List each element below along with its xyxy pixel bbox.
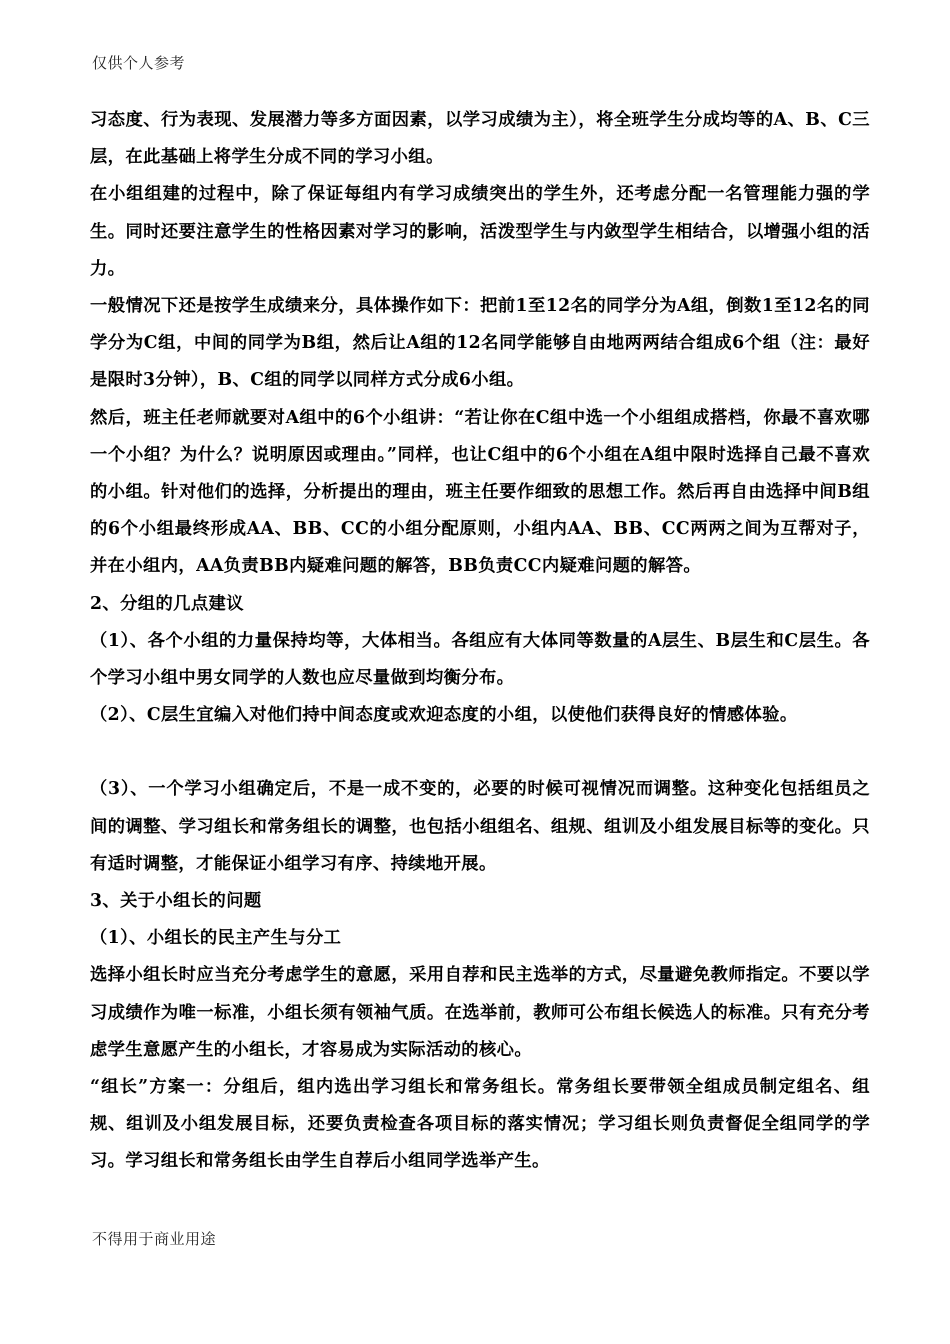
suggestion-item-2: （2）、C层生宜编入对他们持中间态度或欢迎态度的小组，以使他们获得良好的情感体验。 — [90, 705, 798, 726]
suggestion-item-1: （1）、各个小组的力量保持均等，大体相当。各组应有大体同等数量的A层生、B层生和C层生。各个学习小组中男女同学的人数也应尽量做到均衡分布。 — [90, 630, 870, 689]
paragraph-group-formation: 在小组组建的过程中，除了保证每组内有学习成绩突出的学生外，还考虑分配一名管理能力强的学生。同时还要注意学生的性格因素对学习的影响，活泼型学生与内敛型学生相结合，以增强小组的活力。 — [90, 184, 870, 279]
page-footer: 不得用于商业用途 — [92, 1230, 217, 1248]
paragraph-grouping-procedure: 一般情况下还是按学生成绩来分，具体操作如下：把前1至12名的同学分为A组，倒数1至12名的同学分为C组，中间的同学为B组，然后让A组的12名同学能够自由地两两结合组成6个组（注：最好是限时3分钟），B、C组的同学以同样方式分成6小组。 — [90, 296, 870, 391]
paragraph-leader-selection: 选择小组长时应当充分考虑学生的意愿，采用自荐和民主选举的方式，尽量避免教师指定。不要以学习成绩作为唯一标准，小组长须有领袖气质。在选举前，教师可公布组长候选人的标准。只有充分考虑学生意愿产生的小组长，才容易成为实际活动的核心。 — [90, 965, 870, 1060]
subsection-heading-leader-election: （1）、小组长的民主产生与分工 — [90, 928, 342, 949]
page-header: 仅供个人参考 — [92, 54, 186, 72]
paragraph-leader-plan-one: “组长”方案一：分组后，组内选出学习组长和常务组长。常务组长要带领全组成员制定组名、组规、组训及小组发展目标，还要负责检查各项目标的落实情况；学习组长则负责督促全组同学的学习。学习组长和常务组长由学生自荐后小组同学选举产生。 — [90, 1077, 870, 1172]
document-body — [90, 102, 870, 1181]
paragraph-grouping-layers: 习态度、行为表现、发展潜力等多方面因素，以学习成绩为主），将全班学生分成均等的A、B、C三层，在此基础上将学生分成不同的学习小组。 — [90, 110, 870, 168]
paragraph-teacher-guidance: 然后，班主任老师就要对A组中的6个小组讲：“若让你在C组中选一个小组组成搭档，你最不喜欢哪一个小组？为什么？说明原因或理由。”同样，也让C组中的6个小组在A组中限时选择自己最不喜欢的小组。针对他们的选择，分析提出的理由，班主任要作细致的思想工作。然后再自由选择中间B组的6个小组最终形成AA、BB、CC的小组分配原则，小组内AA、BB、CC两两之间为互帮对子，并在小组内，AA负责BB内疑难问题的解答，BB负责CC内疑难问题的解答。 — [90, 407, 870, 577]
section-heading-group-leader: 3、关于小组长的问题 — [90, 891, 262, 912]
section-heading-grouping-suggestions: 2、分组的几点建议 — [90, 593, 244, 614]
suggestion-item-3: （3）、一个学习小组确定后，不是一成不变的，必要的时候可视情况而调整。这种变化包括组员之间的调整、学习组长和常务组长的调整，也包括小组组名、组规、组训及小组发展目标等的变化。只有适时调整，才能保证小组学习有序、持续地开展。 — [90, 779, 870, 874]
